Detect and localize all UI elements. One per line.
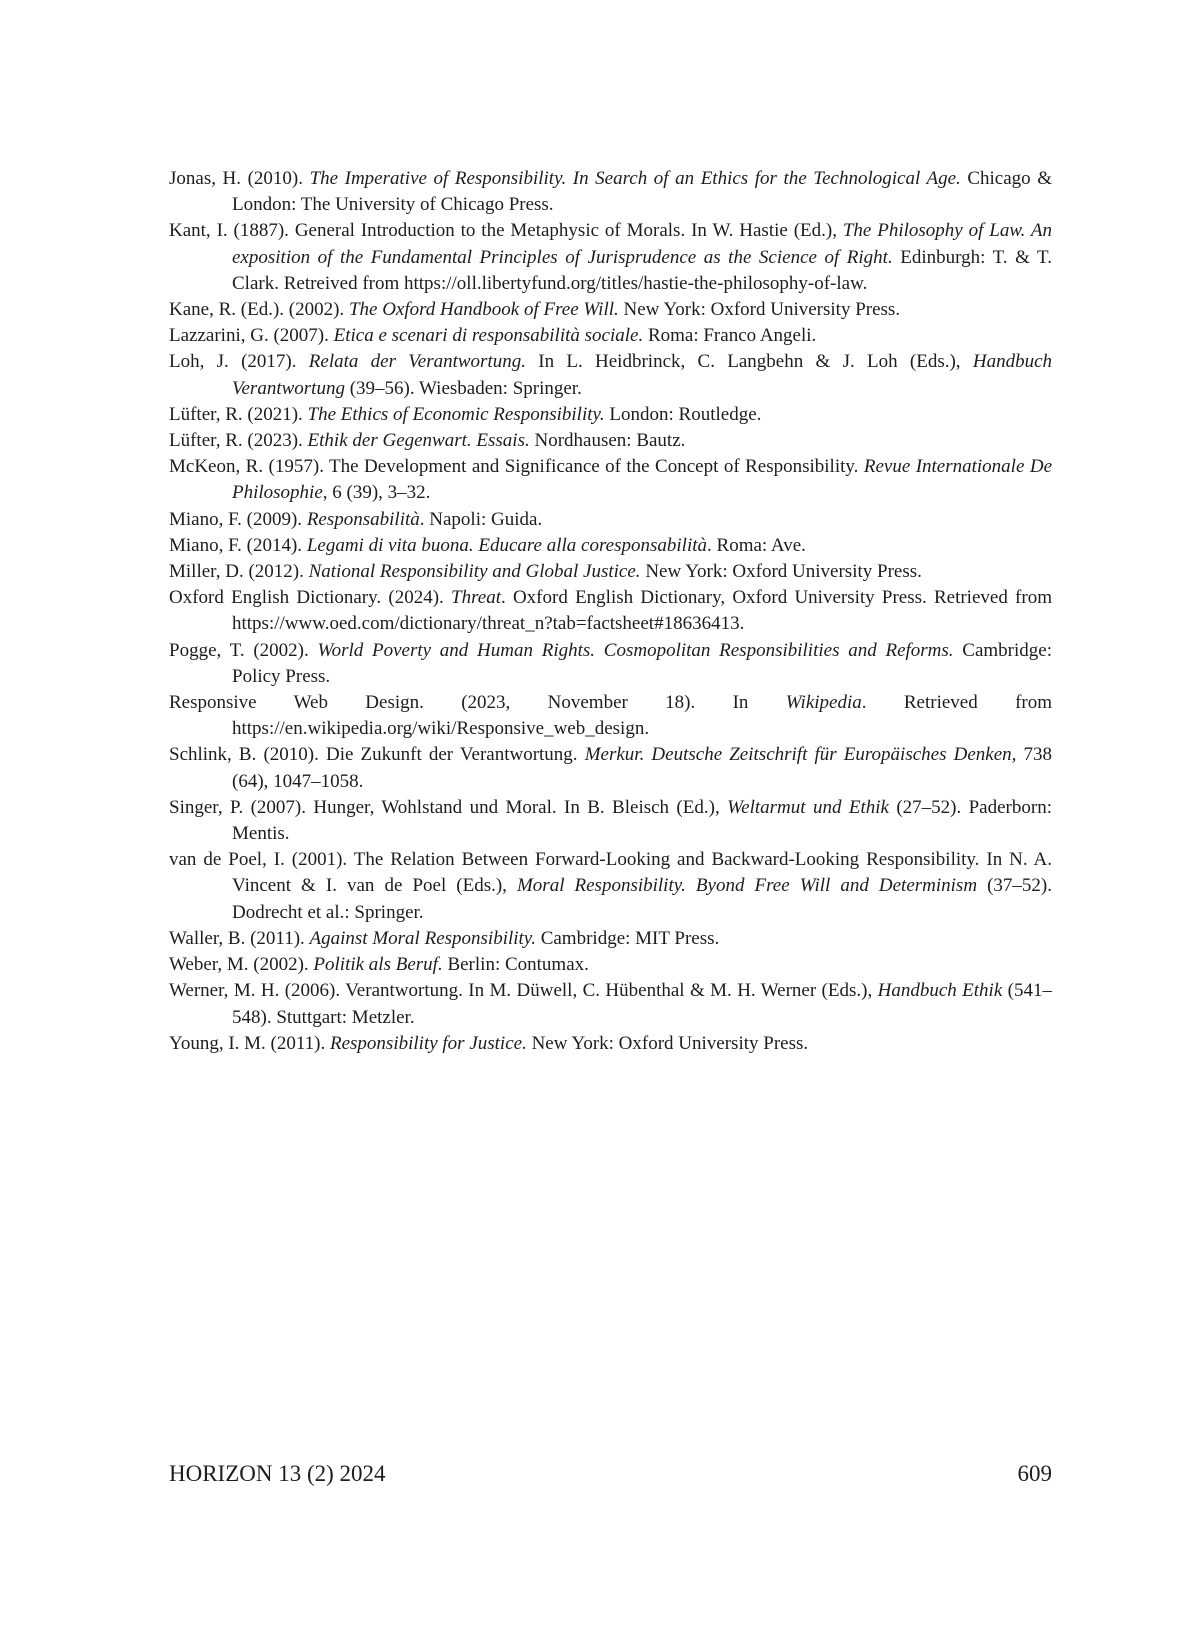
reference-title: Against Moral Responsibility. <box>309 927 536 949</box>
reference-text: Oxford English Dictionary. (2024). <box>169 587 452 609</box>
reference-text: van de Poel, I. (2001). The Relation Between Forward-Looking and Backward-Looking Responsibility. In N. A. Vincent & I. van de Poel (Eds.), <box>169 849 1052 897</box>
reference-entry <box>169 1031 1052 1057</box>
reference-text: (27–52). Paderborn: Mentis. <box>232 796 1052 845</box>
reference-title: The Oxford Handbook of Free Will. <box>348 299 619 321</box>
reference-text: Roma: Franco Angeli. <box>643 325 817 347</box>
reference-text: New York: Oxford University Press. <box>618 299 901 321</box>
reference-entry <box>169 585 1052 637</box>
reference-title: The Imperative of Responsibility. In Search of an Ethics for the Technological Age. <box>309 168 961 189</box>
reference-text: Chicago & London: The University of Chicago Press. <box>232 168 1052 216</box>
reference-text: Loh, J. (2017). <box>169 351 309 373</box>
reference-text: Schlink, B. (2010). Die Zukunft der Verantwortung. <box>169 744 585 766</box>
reference-entry <box>169 559 1052 585</box>
reference-title: The Philosophy of Law. An exposition of the Fundamental Principles of Jurisprudence as the Science of Right. <box>232 220 1052 268</box>
reference-entry <box>169 978 1052 1030</box>
reference-entry <box>169 323 1052 349</box>
reference-title: World Poverty and Human Rights. Cosmopolitan Responsibilities and Reforms. <box>317 639 954 661</box>
reference-text: McKeon, R. (1957). The Development and Significance of the Concept of Responsibility. <box>169 456 864 478</box>
reference-entry <box>169 690 1052 742</box>
reference-title: Etica e scenari di responsabilità sociale. <box>333 325 644 347</box>
reference-entry <box>169 742 1052 794</box>
page-footer <box>169 1459 1052 1489</box>
reference-text: (39–56). Wiesbaden: Springer. <box>344 377 582 399</box>
reference-text: Lüfter, R. (2021). <box>169 403 308 425</box>
reference-text: (541–548). Stuttgart: Metzler. <box>232 980 1052 1028</box>
reference-text: Cambridge: Policy Press. <box>232 639 1052 687</box>
reference-title: Threat <box>451 587 501 609</box>
reference-text: . Retrieved from https://en.wikipedia.org/wiki/Responsive_web_design. <box>232 692 1052 740</box>
reference-title: Relata der Verantwortung. <box>308 351 526 373</box>
reference-entry <box>169 428 1052 454</box>
reference-text: New York: Oxford University Press. <box>640 561 922 583</box>
reference-text: Waller, B. (2011). <box>169 927 310 949</box>
reference-text: Responsive Web Design. (2023, November 18). In <box>169 692 786 714</box>
reference-title: Moral Responsibility. Byond Free Will and Determinism <box>516 875 978 897</box>
reference-entry <box>169 218 1052 297</box>
reference-title: Responsabilità <box>306 508 420 530</box>
reference-entry <box>169 402 1052 428</box>
reference-text: Miller, D. (2012). <box>169 561 309 583</box>
reference-list <box>169 166 1052 1057</box>
reference-text: (37–52). Dodrecht et al.: Springer. <box>232 875 1053 923</box>
reference-text: Singer, P. (2007). Hunger, Wohlstand und Moral. In B. Bleisch (Ed.), <box>169 796 728 818</box>
reference-text: Kane, R. (Ed.). (2002). <box>169 299 349 321</box>
reference-entry <box>169 297 1052 323</box>
reference-text: . Napoli: Guida. <box>419 508 543 530</box>
reference-title: The Ethics of Economic Responsibility. <box>307 403 605 425</box>
reference-text: In L. Heidbrinck, C. Langbehn & J. Loh (Eds.), <box>525 351 973 373</box>
reference-entry <box>169 507 1052 533</box>
reference-entry <box>169 795 1052 847</box>
reference-title: Weltarmut und Ethik <box>727 796 889 818</box>
reference-text: Young, I. M. (2011). <box>169 1032 330 1054</box>
reference-entry <box>169 166 1052 218</box>
reference-text: Lüfter, R. (2023). <box>169 430 308 452</box>
reference-title: Merkur. Deutsche Zeitschrift für Europäisches Denken, <box>584 744 1017 766</box>
reference-title: Politik als Beruf. <box>313 954 443 976</box>
reference-title: Wikipedia <box>785 692 862 714</box>
reference-text: Pogge, T. (2002). <box>169 639 318 661</box>
reference-text: Werner, M. H. (2006). Verantwortung. In M. Düwell, C. Hübenthal & M. H. Werner (Eds.), <box>169 980 878 1002</box>
reference-text: Edinburgh: T. & T. Clark. Retreived from https://oll.libertyfund.org/titles/hastie-the-philosophy-of-law. <box>232 246 1052 294</box>
page-number: 609 <box>1017 1461 1052 1486</box>
reference-text: . Oxford English Dictionary, Oxford University Press. Retrieved from https://www.oed.com/dictionary/threat_n?tab=factsheet#18636413. <box>232 587 1052 635</box>
reference-entry <box>169 349 1052 401</box>
reference-entry <box>169 926 1052 952</box>
reference-entry <box>169 847 1052 926</box>
reference-title: Legami di vita buona. Educare alla coresponsabilità <box>306 534 708 556</box>
reference-title: Handbuch Ethik <box>877 980 1003 1002</box>
reference-text: Lazzarini, G. (2007). <box>169 325 334 347</box>
reference-title: Handbuch Verantwortung <box>232 351 1052 399</box>
reference-text: London: Routledge. <box>604 403 762 425</box>
reference-text: New York: Oxford University Press. <box>526 1032 809 1054</box>
reference-text: Weber, M. (2002). <box>169 954 314 976</box>
reference-text: , 6 (39), 3–32. <box>322 482 431 504</box>
reference-text: Miano, F. (2009). <box>169 508 307 530</box>
reference-text: Miano, F. (2014). <box>169 534 307 556</box>
reference-text: Kant, I. (1887). General Introduction to the Metaphysic of Morals. In W. Hastie (Ed.), <box>169 220 843 242</box>
reference-entry <box>169 533 1052 559</box>
reference-title: Ethik der Gegenwart. Essais. <box>307 430 530 452</box>
reference-title: Responsibility for Justice. <box>330 1032 527 1054</box>
reference-title: National Responsibility and Global Justice. <box>308 561 641 583</box>
reference-title: Revue Internationale De Philosophie <box>232 456 1052 504</box>
reference-text: . Roma: Ave. <box>707 534 806 556</box>
reference-text: Jonas, H. (2010). <box>169 168 310 189</box>
reference-entry <box>169 952 1052 978</box>
reference-text: Nordhausen: Bautz. <box>529 430 686 452</box>
journal-citation: HORIZON 13 (2) 2024 <box>169 1461 386 1486</box>
reference-text: Cambridge: MIT Press. <box>535 927 720 949</box>
reference-text: Berlin: Contumax. <box>442 954 589 976</box>
reference-entry <box>169 638 1052 690</box>
reference-text: 738 (64), 1047–1058. <box>232 744 1053 792</box>
reference-entry <box>169 454 1052 506</box>
